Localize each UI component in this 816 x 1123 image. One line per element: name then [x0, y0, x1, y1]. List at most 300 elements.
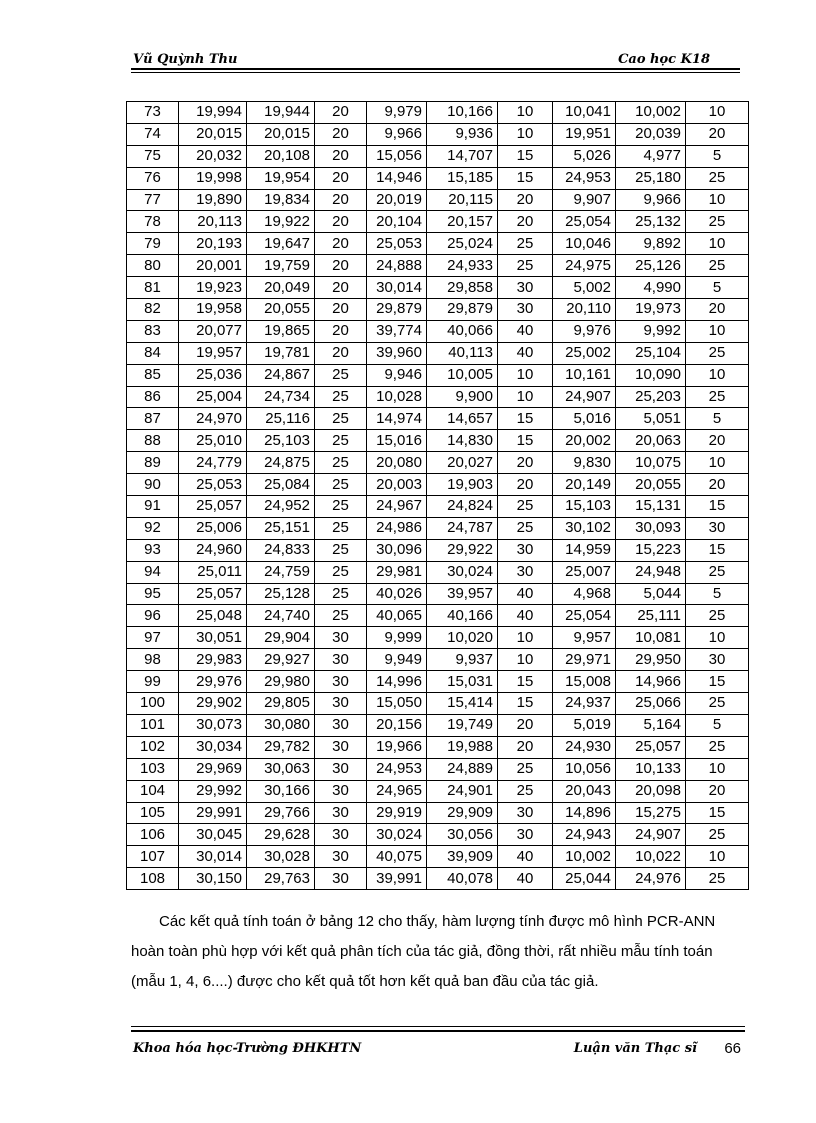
table-cell: 30 [315, 802, 367, 824]
table-cell: 15 [498, 430, 553, 452]
header-rule [131, 68, 740, 70]
table-row [127, 320, 749, 342]
footer-rule [131, 1030, 745, 1032]
table-cell: 39,774 [367, 320, 427, 342]
table-row [127, 496, 749, 518]
table-row [127, 233, 749, 255]
table-cell: 25,053 [179, 474, 247, 496]
table-cell: 25 [686, 211, 749, 233]
table-cell: 10,028 [367, 386, 427, 408]
table-cell: 5,164 [616, 714, 686, 736]
table-cell: 25 [686, 342, 749, 364]
table-cell: 29,919 [367, 802, 427, 824]
table-cell: 15 [498, 693, 553, 715]
table-cell: 9,966 [616, 189, 686, 211]
table-cell: 25,104 [616, 342, 686, 364]
table-cell: 19,944 [247, 102, 315, 124]
page-number: 66 [724, 1040, 741, 1057]
table-cell: 14,707 [427, 145, 498, 167]
table-cell: 20,098 [616, 780, 686, 802]
table-cell: 30 [498, 539, 553, 561]
table-cell: 20,113 [179, 211, 247, 233]
table-cell: 25 [315, 539, 367, 561]
table-cell: 30 [498, 277, 553, 299]
table-cell: 20,015 [247, 123, 315, 145]
table-cell: 14,966 [616, 671, 686, 693]
table-cell: 20,055 [247, 299, 315, 321]
table-row [127, 649, 749, 671]
table-cell: 30 [315, 693, 367, 715]
table-cell: 19,951 [553, 123, 616, 145]
table-cell: 25,054 [553, 605, 616, 627]
table-cell: 24,975 [553, 255, 616, 277]
table-cell: 29,904 [247, 627, 315, 649]
table-cell: 4,968 [553, 583, 616, 605]
table-cell: 107 [127, 846, 179, 868]
table-row [127, 255, 749, 277]
table-cell: 20 [686, 299, 749, 321]
table-cell: 30 [686, 649, 749, 671]
table-cell: 25 [686, 605, 749, 627]
table-cell: 93 [127, 539, 179, 561]
table-cell: 25,007 [553, 561, 616, 583]
table-row [127, 671, 749, 693]
table-cell: 108 [127, 868, 179, 890]
table-cell: 19,922 [247, 211, 315, 233]
table-cell: 15,031 [427, 671, 498, 693]
table-cell: 29,976 [179, 671, 247, 693]
table-cell: 30 [315, 824, 367, 846]
table-row [127, 736, 749, 758]
table-cell: 78 [127, 211, 179, 233]
table-cell: 20,039 [616, 123, 686, 145]
table-cell: 15 [498, 167, 553, 189]
table-cell: 10 [498, 123, 553, 145]
table-cell: 20,063 [616, 430, 686, 452]
table-cell: 25 [686, 824, 749, 846]
table-cell: 25 [686, 386, 749, 408]
table-cell: 20 [315, 189, 367, 211]
table-cell: 14,959 [553, 539, 616, 561]
table-cell: 30 [498, 824, 553, 846]
table-cell: 19,759 [247, 255, 315, 277]
table-cell: 10,020 [427, 627, 498, 649]
table-cell: 30 [315, 649, 367, 671]
table-cell: 25,053 [367, 233, 427, 255]
table-cell: 39,991 [367, 868, 427, 890]
footer-institution: Khoa hóa học-Trường ĐHKHTN [133, 1041, 362, 1056]
table-cell: 9,979 [367, 102, 427, 124]
table-cell: 20,157 [427, 211, 498, 233]
table-cell: 20 [315, 299, 367, 321]
table-cell: 25,180 [616, 167, 686, 189]
table-row [127, 452, 749, 474]
table-cell: 20 [315, 320, 367, 342]
table-cell: 5,044 [616, 583, 686, 605]
table-cell: 24,787 [427, 517, 498, 539]
table-cell: 30,024 [427, 561, 498, 583]
table-cell: 19,890 [179, 189, 247, 211]
table-cell: 10,090 [616, 364, 686, 386]
table-cell: 25,057 [179, 583, 247, 605]
table-cell: 24,907 [553, 386, 616, 408]
table-cell: 76 [127, 167, 179, 189]
table-cell: 30 [315, 780, 367, 802]
table-cell: 29,980 [247, 671, 315, 693]
table-cell: 30,045 [179, 824, 247, 846]
table-cell: 15,016 [367, 430, 427, 452]
table-cell: 80 [127, 255, 179, 277]
table-cell: 40,166 [427, 605, 498, 627]
table-row [127, 824, 749, 846]
table-cell: 25,111 [616, 605, 686, 627]
table-cell: 29,983 [179, 649, 247, 671]
table-cell: 29,909 [427, 802, 498, 824]
table-cell: 20 [315, 277, 367, 299]
table-cell: 10 [498, 364, 553, 386]
table-row [127, 430, 749, 452]
table-cell: 24,976 [616, 868, 686, 890]
table-cell: 25,044 [553, 868, 616, 890]
table-cell: 25 [498, 496, 553, 518]
table-cell: 20,055 [616, 474, 686, 496]
table-cell: 24,965 [367, 780, 427, 802]
table-cell: 24,734 [247, 386, 315, 408]
table-cell: 10,161 [553, 364, 616, 386]
table-row [127, 474, 749, 496]
table-cell: 20 [315, 123, 367, 145]
table-cell: 30,102 [553, 517, 616, 539]
table-cell: 20,077 [179, 320, 247, 342]
table-cell: 15 [498, 145, 553, 167]
conclusion-paragraph [131, 907, 743, 997]
table-cell: 40,075 [367, 846, 427, 868]
table-cell: 14,830 [427, 430, 498, 452]
page-header [131, 52, 740, 68]
table-cell: 40,078 [427, 868, 498, 890]
table-cell: 25,054 [553, 211, 616, 233]
table-cell: 5 [686, 277, 749, 299]
table-cell: 20 [315, 342, 367, 364]
table-cell: 25 [498, 233, 553, 255]
table-cell: 15,185 [427, 167, 498, 189]
table-cell: 9,992 [616, 320, 686, 342]
table-cell: 105 [127, 802, 179, 824]
table-cell: 15 [498, 408, 553, 430]
table-cell: 30,096 [367, 539, 427, 561]
table-cell: 24,901 [427, 780, 498, 802]
table-cell: 14,657 [427, 408, 498, 430]
table-cell: 30,093 [616, 517, 686, 539]
table-cell: 29,628 [247, 824, 315, 846]
table-cell: 24,907 [616, 824, 686, 846]
table-cell: 25,010 [179, 430, 247, 452]
table-cell: 9,946 [367, 364, 427, 386]
table-cell: 77 [127, 189, 179, 211]
table-cell: 20 [315, 255, 367, 277]
table-cell: 25 [686, 736, 749, 758]
table-cell: 20 [686, 780, 749, 802]
table-cell: 20,043 [553, 780, 616, 802]
table-cell: 20 [315, 145, 367, 167]
table-row [127, 693, 749, 715]
table-cell: 10 [498, 649, 553, 671]
table-cell: 10,046 [553, 233, 616, 255]
table-cell: 5 [686, 145, 749, 167]
table-cell: 24,967 [367, 496, 427, 518]
table-cell: 29,879 [427, 299, 498, 321]
header-course: Cao học K18 [618, 52, 710, 67]
table-cell: 99 [127, 671, 179, 693]
table-cell: 15,008 [553, 671, 616, 693]
table-row [127, 758, 749, 780]
table-cell: 24,943 [553, 824, 616, 846]
table-cell: 15 [686, 671, 749, 693]
results-table [126, 101, 749, 890]
table-cell: 20,110 [553, 299, 616, 321]
table-cell: 10 [498, 627, 553, 649]
table-row [127, 714, 749, 736]
table-row [127, 277, 749, 299]
table-cell: 25 [686, 561, 749, 583]
table-cell: 30 [498, 561, 553, 583]
table-cell: 25 [498, 255, 553, 277]
table-cell: 25 [315, 561, 367, 583]
table-cell: 10 [686, 320, 749, 342]
table-cell: 29,992 [179, 780, 247, 802]
table-cell: 20 [315, 233, 367, 255]
table-cell: 10,002 [616, 102, 686, 124]
table-cell: 25 [686, 693, 749, 715]
table-cell: 9,966 [367, 123, 427, 145]
table-cell: 20 [315, 102, 367, 124]
table-cell: 25,132 [616, 211, 686, 233]
table-cell: 24,875 [247, 452, 315, 474]
table-cell: 82 [127, 299, 179, 321]
table-cell: 95 [127, 583, 179, 605]
table-cell: 91 [127, 496, 179, 518]
table-cell: 30,024 [367, 824, 427, 846]
table-cell: 25,126 [616, 255, 686, 277]
table-cell: 20,027 [427, 452, 498, 474]
table-cell: 40,026 [367, 583, 427, 605]
table-cell: 75 [127, 145, 179, 167]
table-cell: 20 [315, 167, 367, 189]
table-cell: 20,032 [179, 145, 247, 167]
page-footer [131, 1026, 745, 1066]
table-cell: 30,063 [247, 758, 315, 780]
table-cell: 29,805 [247, 693, 315, 715]
table-cell: 19,781 [247, 342, 315, 364]
table-cell: 20 [498, 211, 553, 233]
table-cell: 20,001 [179, 255, 247, 277]
table-cell: 25 [686, 167, 749, 189]
table-cell: 40 [498, 846, 553, 868]
table-cell: 10 [686, 452, 749, 474]
table-cell: 30,051 [179, 627, 247, 649]
table-row [127, 561, 749, 583]
table-cell: 29,950 [616, 649, 686, 671]
table-cell: 15,103 [553, 496, 616, 518]
table-cell: 30,166 [247, 780, 315, 802]
table-cell: 24,970 [179, 408, 247, 430]
table-row [127, 123, 749, 145]
table-cell: 19,966 [367, 736, 427, 758]
table-cell: 10 [686, 233, 749, 255]
table-cell: 20 [686, 474, 749, 496]
table-cell: 10 [686, 846, 749, 868]
table-cell: 39,909 [427, 846, 498, 868]
header-author: Vũ Quỳnh Thu [133, 52, 238, 67]
table-cell: 9,957 [553, 627, 616, 649]
table-cell: 24,953 [367, 758, 427, 780]
table-cell: 29,991 [179, 802, 247, 824]
table-cell: 20 [498, 452, 553, 474]
table-cell: 30 [315, 736, 367, 758]
table-cell: 10 [498, 386, 553, 408]
table-cell: 30 [315, 868, 367, 890]
table-cell: 15,223 [616, 539, 686, 561]
table-cell: 15 [686, 802, 749, 824]
table-cell: 30 [498, 802, 553, 824]
table-row [127, 780, 749, 802]
table-cell: 25 [498, 758, 553, 780]
paragraph-line: (mẫu 1, 4, 6....) được cho kết quả tốt hơn kết quả ban đầu của tác giả. [131, 973, 599, 990]
table-cell: 14,896 [553, 802, 616, 824]
table-cell: 104 [127, 780, 179, 802]
table-cell: 85 [127, 364, 179, 386]
table-row [127, 517, 749, 539]
table-cell: 25,103 [247, 430, 315, 452]
table-cell: 29,922 [427, 539, 498, 561]
table-cell: 100 [127, 693, 179, 715]
table-cell: 40 [498, 342, 553, 364]
table-cell: 40,113 [427, 342, 498, 364]
table-cell: 20 [315, 211, 367, 233]
table-cell: 40,066 [427, 320, 498, 342]
table-cell: 25,004 [179, 386, 247, 408]
table-cell: 25,066 [616, 693, 686, 715]
table-cell: 30 [315, 627, 367, 649]
table-cell: 40,065 [367, 605, 427, 627]
table-cell: 20,156 [367, 714, 427, 736]
table-cell: 40 [498, 868, 553, 890]
table-cell: 20,115 [427, 189, 498, 211]
table-cell: 19,903 [427, 474, 498, 496]
table-cell: 40 [498, 320, 553, 342]
table-cell: 10 [686, 364, 749, 386]
table-cell: 19,954 [247, 167, 315, 189]
table-cell: 24,779 [179, 452, 247, 474]
table-cell: 30,073 [179, 714, 247, 736]
table-row [127, 167, 749, 189]
table-cell: 25,006 [179, 517, 247, 539]
paragraph-line: Các kết quả tính toán ở bảng 12 cho thấy, hàm lượng tính được mô hình PCR-ANN [159, 913, 716, 930]
results-table-body [127, 102, 749, 890]
table-cell: 29,927 [247, 649, 315, 671]
table-cell: 10 [686, 627, 749, 649]
table-cell: 25 [315, 583, 367, 605]
table-cell: 25 [498, 517, 553, 539]
table-cell: 25 [315, 430, 367, 452]
table-cell: 24,960 [179, 539, 247, 561]
table-cell: 94 [127, 561, 179, 583]
table-cell: 25,002 [553, 342, 616, 364]
table-cell: 20,149 [553, 474, 616, 496]
table-cell: 73 [127, 102, 179, 124]
table-cell: 25 [315, 474, 367, 496]
table-cell: 30 [315, 846, 367, 868]
table-cell: 24,759 [247, 561, 315, 583]
table-cell: 29,971 [553, 649, 616, 671]
table-cell: 20 [686, 430, 749, 452]
table-cell: 15,131 [616, 496, 686, 518]
table-cell: 25 [315, 517, 367, 539]
table-row [127, 539, 749, 561]
table-cell: 9,892 [616, 233, 686, 255]
table-cell: 79 [127, 233, 179, 255]
table-cell: 106 [127, 824, 179, 846]
table-cell: 19,994 [179, 102, 247, 124]
table-cell: 29,902 [179, 693, 247, 715]
table-cell: 10,081 [616, 627, 686, 649]
table-cell: 30,056 [427, 824, 498, 846]
table-cell: 25 [498, 780, 553, 802]
table-cell: 20,104 [367, 211, 427, 233]
table-cell: 19,923 [179, 277, 247, 299]
table-cell: 25,116 [247, 408, 315, 430]
table-cell: 9,976 [553, 320, 616, 342]
table-cell: 20,108 [247, 145, 315, 167]
table-cell: 39,960 [367, 342, 427, 364]
table-cell: 20,019 [367, 189, 427, 211]
table-cell: 14,974 [367, 408, 427, 430]
table-cell: 24,953 [553, 167, 616, 189]
table-cell: 9,900 [427, 386, 498, 408]
table-cell: 10,075 [616, 452, 686, 474]
footer-rule-thin [131, 1026, 745, 1027]
table-cell: 30,034 [179, 736, 247, 758]
table-row [127, 211, 749, 233]
table-cell: 20 [498, 714, 553, 736]
table-cell: 19,834 [247, 189, 315, 211]
table-cell: 10,056 [553, 758, 616, 780]
table-cell: 29,858 [427, 277, 498, 299]
table-cell: 25 [686, 255, 749, 277]
table-cell: 25,057 [179, 496, 247, 518]
table-cell: 29,969 [179, 758, 247, 780]
table-cell: 40 [498, 605, 553, 627]
table-cell: 14,946 [367, 167, 427, 189]
table-cell: 30 [686, 517, 749, 539]
table-cell: 10 [686, 189, 749, 211]
table-cell: 19,973 [616, 299, 686, 321]
table-cell: 10 [686, 758, 749, 780]
table-cell: 40 [498, 583, 553, 605]
table-cell: 20,080 [367, 452, 427, 474]
table-cell: 97 [127, 627, 179, 649]
table-cell: 15,050 [367, 693, 427, 715]
table-cell: 25,128 [247, 583, 315, 605]
table-cell: 15,056 [367, 145, 427, 167]
table-cell: 24,833 [247, 539, 315, 561]
table-cell: 5,026 [553, 145, 616, 167]
table-cell: 19,988 [427, 736, 498, 758]
table-cell: 9,937 [427, 649, 498, 671]
table-cell: 24,867 [247, 364, 315, 386]
table-cell: 20,003 [367, 474, 427, 496]
table-cell: 24,740 [247, 605, 315, 627]
